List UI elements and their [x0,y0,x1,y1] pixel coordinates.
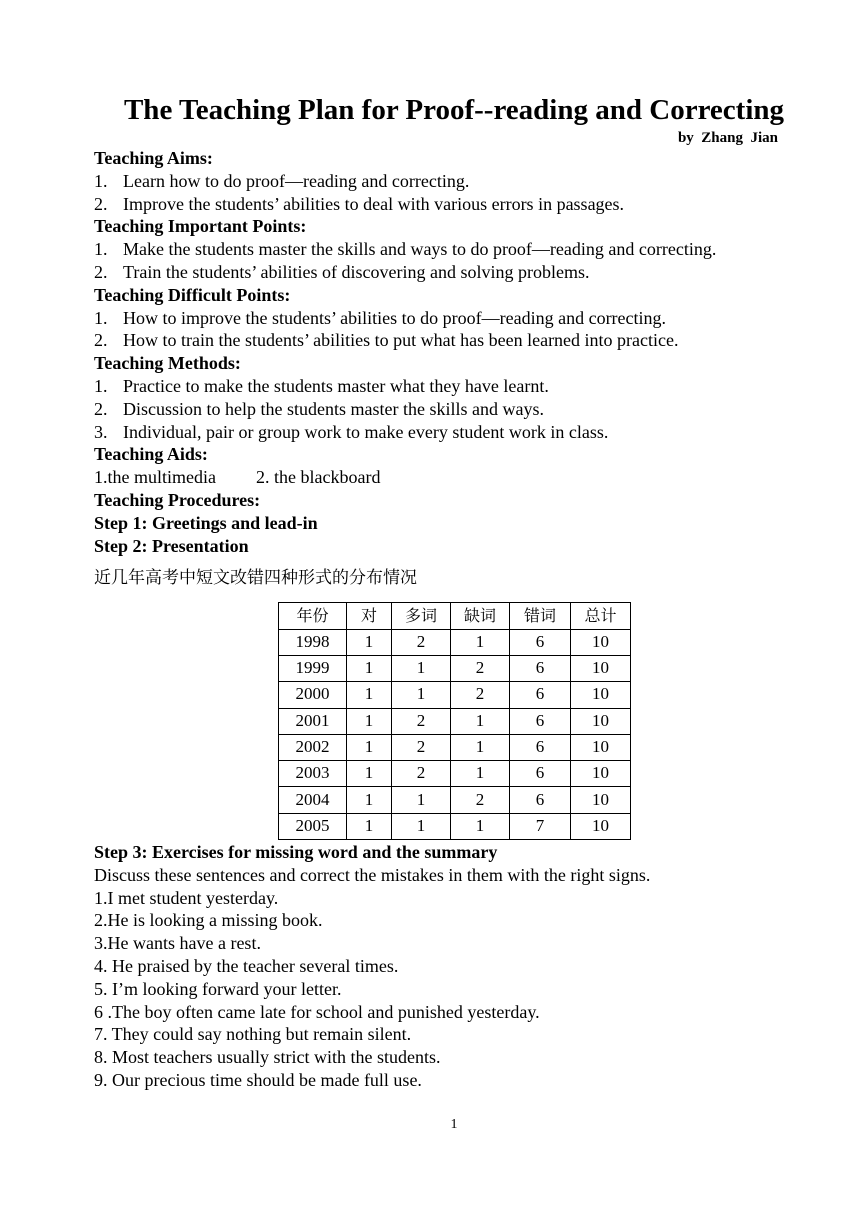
column-header: 年份 [279,603,347,629]
item-text: Discussion to help the students master the skills and ways. [123,398,544,419]
methods-item [94,398,794,421]
table-row [279,629,631,655]
table-cell: 6 [510,708,571,734]
table-cell: 1 [451,708,510,734]
table-cell: 1 [392,682,451,708]
table-header-row [279,603,631,629]
section-heading-difficult-points: Teaching Difficult Points: [94,284,291,305]
item-number: 2. [94,330,108,351]
page-number: 1 [450,1117,458,1132]
table-cell: 1 [347,761,392,787]
table-cell: 10 [571,629,631,655]
exercise-sentence: 6 .The boy often came late for school and punished yesterday. [94,1001,540,1022]
aims-item [94,193,794,216]
item-number: 3. [94,421,108,442]
item-text: Make the students master the skills and ways to do proof—reading and correcting. [123,239,717,260]
table-cell: 6 [510,629,571,655]
difficult-item [94,307,794,330]
difficult-item [94,329,794,352]
table-cell: 1 [392,655,451,681]
table-row [279,708,631,734]
table-cell: 1998 [279,629,347,655]
item-text: Train the students’ abilities of discovering and solving problems. [123,261,590,282]
exercise-sentence: 3.He wants have a rest. [94,933,261,954]
item-text: How to improve the students’ abilities to do proof—reading and correcting. [123,307,667,328]
column-header: 缺词 [451,603,510,629]
table-cell: 7 [510,813,571,839]
step-1-heading: Step 1: Greetings and lead-in [94,512,318,533]
table-cell: 2 [392,708,451,734]
step-3-heading: Step 3: Exercises for missing word and the summary [94,842,498,863]
table-cell: 2000 [279,682,347,708]
item-text: Learn how to do proof—reading and correcting. [123,170,470,191]
column-header: 多词 [392,603,451,629]
table-cell: 10 [571,787,631,813]
table-cell: 1999 [279,655,347,681]
author-byline: by Zhang Jian [677,130,778,146]
important-item [94,238,794,261]
table-row [279,761,631,787]
item-number: 2. [94,398,108,419]
item-number: 2. [94,261,108,282]
table-cell: 6 [510,787,571,813]
section-heading-procedures: Teaching Procedures: [94,489,261,510]
table-cell: 2 [451,682,510,708]
step-3-instruction: Discuss these sentences and correct the mistakes in them with the right signs. [94,864,651,885]
item-number: 1. [94,307,108,328]
table-row [279,655,631,681]
item-text: Improve the students’ abilities to deal with various errors in passages. [123,193,625,214]
table-cell: 10 [571,655,631,681]
table-cell: 1 [347,734,392,760]
important-item [94,261,794,284]
exercise-sentence: 5. I’m looking forward your letter. [94,978,342,999]
table-cell: 2002 [279,734,347,760]
table-cell: 6 [510,734,571,760]
table-caption: 近几年高考中短文改错四种形式的分布情况 [94,568,417,589]
item-number: 1. [94,375,108,396]
column-header: 总计 [571,603,631,629]
table-cell: 1 [347,682,392,708]
table-cell: 1 [451,629,510,655]
column-header: 对 [347,603,392,629]
exercise-sentence: 2.He is looking a missing book. [94,910,323,931]
step-2-heading: Step 2: Presentation [94,535,249,556]
table-cell: 10 [571,708,631,734]
section-heading-aims: Teaching Aims: [94,148,213,168]
section-heading-methods: Teaching Methods: [94,353,241,374]
aids-item: 1.the multimedia [94,467,216,488]
section-heading-aids: Teaching Aids: [94,444,208,465]
table-cell: 10 [571,734,631,760]
exercise-sentence: 7. They could say nothing but remain silent. [94,1024,412,1045]
document-body [94,147,794,1092]
table-cell: 10 [571,761,631,787]
table-row [279,787,631,813]
methods-item [94,421,794,444]
table-cell: 2 [451,655,510,681]
table-cell: 1 [347,787,392,813]
table-cell: 10 [571,682,631,708]
table-cell: 2 [392,734,451,760]
table-cell: 1 [451,734,510,760]
table-cell: 2 [451,787,510,813]
table-cell: 2 [392,629,451,655]
document-title: The Teaching Plan for Proof--reading and Correcting [123,94,785,126]
item-number: 2. [94,193,108,214]
table-row [279,682,631,708]
table-cell: 1 [347,629,392,655]
aids-item: 2. the blackboard [255,467,381,488]
table-cell: 6 [510,682,571,708]
error-distribution-table [278,602,631,840]
column-header: 错词 [510,603,571,629]
item-text: Individual, pair or group work to make every student work in class. [123,421,609,442]
table-cell: 1 [347,708,392,734]
table-row [279,813,631,839]
table-cell: 2004 [279,787,347,813]
item-text: Practice to make the students master what they have learnt. [123,375,549,396]
item-text: How to train the students’ abilities to put what has been learned into practice. [123,330,679,351]
table-cell: 1 [451,813,510,839]
table-cell: 1 [347,813,392,839]
methods-item [94,375,794,398]
table-cell: 2005 [279,813,347,839]
table-cell: 2 [392,761,451,787]
aims-item [94,170,794,193]
table-row [279,734,631,760]
table-cell: 1 [392,787,451,813]
table-cell: 1 [392,813,451,839]
table-cell: 1 [451,761,510,787]
table-cell: 2003 [279,761,347,787]
table-cell: 1 [347,655,392,681]
table-cell: 2001 [279,708,347,734]
table-cell: 6 [510,655,571,681]
exercise-sentence: 9. Our precious time should be made full use. [94,1069,422,1090]
item-number: 1. [94,239,108,260]
exercise-sentence: 8. Most teachers usually strict with the students. [94,1047,441,1068]
table-cell: 10 [571,813,631,839]
item-number: 1. [94,170,108,191]
section-heading-important-points: Teaching Important Points: [94,216,307,237]
exercise-sentence: 4. He praised by the teacher several times. [94,956,399,976]
exercise-sentence: 1.I met student yesterday. [94,887,279,908]
table-cell: 6 [510,761,571,787]
aids-list [94,466,794,489]
